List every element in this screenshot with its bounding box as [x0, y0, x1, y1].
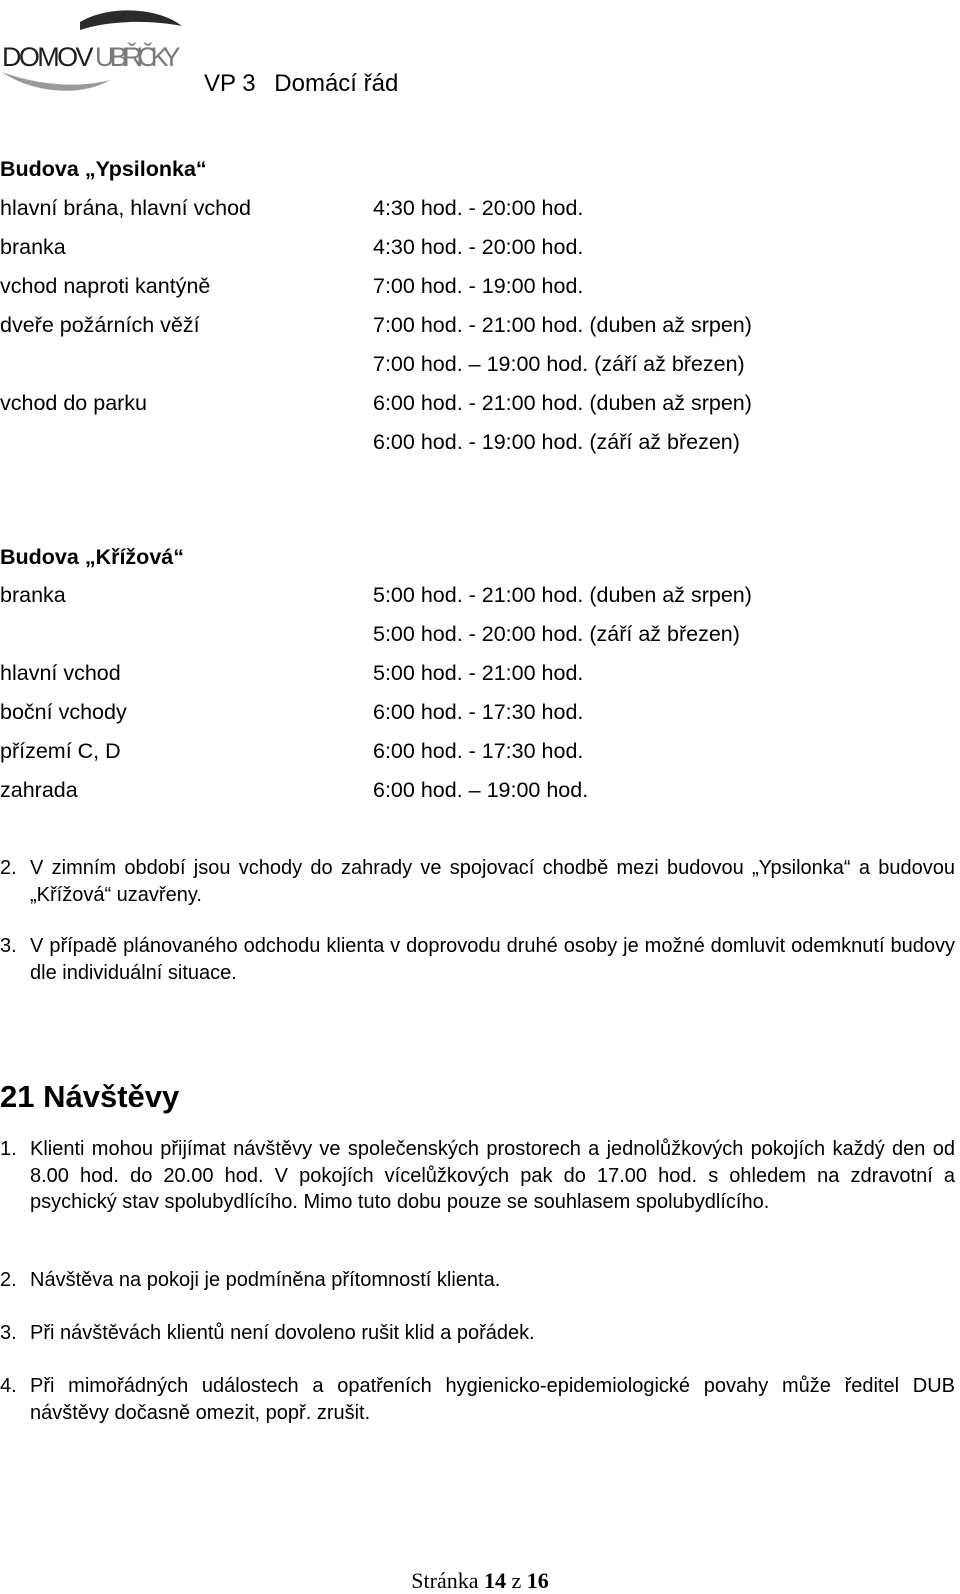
hours-row [0, 384, 960, 423]
numbered-paragraph [0, 1373, 955, 1426]
paragraph-text: V případě plánovaného odchodu klienta v doprovodu druhé osoby je možné domluvit odemknutí budovy dle individuální situace. [30, 935, 955, 984]
hours-row [0, 693, 960, 732]
hours-row [0, 771, 960, 810]
place-label: vchod do parku [0, 391, 148, 415]
opening-hours: 6:00 hod. - 17:30 hod. [373, 700, 584, 724]
place-label: hlavní vchod [0, 661, 121, 685]
opening-hours: 4:30 hod. - 20:00 hod. [373, 235, 584, 259]
krizova-hours-table [0, 576, 960, 810]
paragraph-text: Klienti mohou přijímat návštěvy ve společenských prostorech a jednolůžkových pokojích každý den od 8.00 hod. do 20.00 hod. V pokojích vícelůžkových pak do 17.00 hod. s ohledem na zdravotní a psychický stav spolubydlícího. Mimo tuto dobu pouze se souhlasem spolubydlícího. [30, 1138, 955, 1213]
paragraph-number: 3. [0, 1322, 17, 1344]
hours-row [0, 189, 960, 228]
page-current: 14 [483, 1568, 506, 1593]
place-label: přízemí C, D [0, 739, 121, 763]
paragraph-number: 3. [0, 935, 17, 957]
hours-row [0, 423, 960, 462]
opening-hours: 7:00 hod. - 19:00 hod. [373, 274, 584, 298]
opening-hours: 7:00 hod. - 21:00 hod. (duben až srpen) [373, 313, 752, 337]
opening-hours: 6:00 hod. – 19:00 hod. [373, 778, 589, 802]
opening-hours: 7:00 hod. – 19:00 hod. (září až březen) [373, 352, 745, 376]
paragraph-number: 2. [0, 1269, 17, 1291]
ypsilonka-hours-table [0, 189, 960, 462]
hours-row [0, 576, 960, 615]
place-label: boční vchody [0, 700, 127, 724]
hours-row [0, 306, 960, 345]
hours-row [0, 267, 960, 306]
opening-hours: 5:00 hod. - 21:00 hod. (duben až srpen) [373, 583, 752, 607]
document-header [204, 70, 398, 98]
page-footer [0, 1568, 960, 1594]
hours-row [0, 228, 960, 267]
numbered-paragraph [0, 1267, 955, 1294]
numbered-paragraph [0, 1320, 955, 1347]
opening-hours: 6:00 hod. - 17:30 hod. [373, 739, 584, 763]
numbered-paragraph [0, 933, 955, 986]
logo [0, 6, 190, 96]
paragraph-number: 4. [0, 1375, 17, 1397]
place-label: dveře požárních věží [0, 313, 200, 337]
paragraph-text: V zimním období jsou vchody do zahrady ve spojovací chodbě mezi budovou „Ypsilonka“ a budovou „Křížová“ uzavřeny. [30, 857, 955, 906]
hours-row [0, 615, 960, 654]
hours-row [0, 345, 960, 384]
svg-text:U BIŘIČKY: U BIŘIČKY [95, 42, 179, 72]
paragraph-number: 2. [0, 857, 17, 879]
building-krizova-title: Budova „Křížová“ [0, 545, 184, 569]
opening-hours: 5:00 hod. - 20:00 hod. (září až březen) [373, 622, 740, 646]
opening-hours: 6:00 hod. - 21:00 hod. (duben až srpen) [373, 391, 752, 415]
opening-hours: 4:30 hod. - 20:00 hod. [373, 196, 584, 220]
section-heading: 21 Návštěvy [0, 1079, 180, 1114]
place-label: vchod naproti kantýně [0, 274, 211, 298]
place-label: branka [0, 583, 66, 607]
place-label: branka [0, 235, 66, 259]
page-word: Stránka [411, 1568, 479, 1593]
paragraph-text: Návštěva na pokoji je podmíněna přítomností klienta. [30, 1269, 501, 1291]
paragraph-number: 1. [0, 1138, 17, 1160]
logo-graphic [0, 6, 190, 96]
svg-text:DOMOV: DOMOV [2, 42, 92, 72]
numbered-paragraph [0, 1136, 955, 1216]
page-total: 16 [526, 1568, 549, 1593]
document-code: VP 3 [204, 70, 256, 97]
paragraph-text: Při mimořádných událostech a opatřeních hygienicko-epidemiologické povahy může ředitel DUB návštěvy dočasně omezit, popř. zrušit. [30, 1375, 955, 1424]
place-label: hlavní brána, hlavní vchod [0, 196, 251, 220]
numbered-paragraph [0, 855, 955, 908]
building-ypsilonka-title: Budova „Ypsilonka“ [0, 157, 207, 181]
paragraph-text: Při návštěvách klientů není dovoleno rušit klid a pořádek. [30, 1322, 535, 1344]
opening-hours: 5:00 hod. - 21:00 hod. [373, 661, 584, 685]
document-title: Domácí řád [274, 70, 399, 97]
place-label: zahrada [0, 778, 78, 802]
page-of: z [511, 1568, 522, 1593]
opening-hours: 6:00 hod. - 19:00 hod. (září až březen) [373, 430, 740, 454]
hours-row [0, 654, 960, 693]
hours-row [0, 732, 960, 771]
